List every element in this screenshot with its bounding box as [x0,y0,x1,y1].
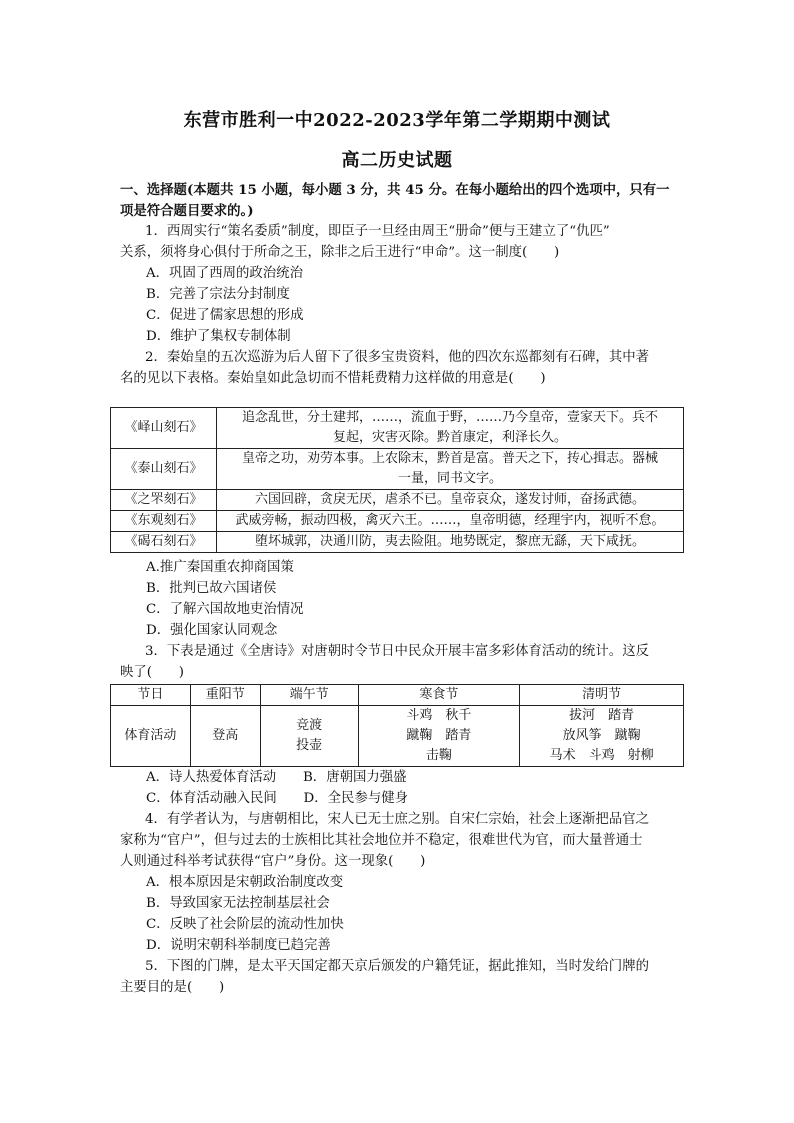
table-row [111,532,684,553]
stele-text-line: 一量，同书文字。 [397,471,502,486]
stele-text-line: 复起，灾害灭除。黔首康定，利泽长久。 [332,430,567,445]
festival-table [110,684,684,767]
q2-option-b: B．批判已故六国诸侯 [146,581,277,596]
stele-name: 《东观刻石》 [111,511,217,532]
stele-text-line: 追念乱世，分土建邦，……，流血于野，……乃今皇帝，壹家天下。兵不 [241,410,658,425]
q2-option-a: A.推广秦国重农抑商国策 [146,560,294,575]
activity-line: 放风筝 蹴鞠 [562,728,641,743]
q1-stem-line1: 1．西周实行“策名委质”制度，即臣子一旦经由周王“册命”便与王建立了“仇匹” [145,224,610,239]
q4-option-a: A．根本原因是宋朝政治制度改变 [146,875,344,890]
activity-line: 投壶 [296,738,323,753]
q1-option-c: C．促进了儒家思想的形成 [146,308,304,323]
q2-stem-line2: 名的见以下表格。秦始皇如此急切而不惜耗费精力这样做的用意是( ) [120,371,546,386]
page-title: 东营市胜利一中2022-2023学年第二学期期中测试 [183,110,611,131]
section-intro-line2: 项是符合题目要求的。) [120,203,254,219]
q4-stem-line1: 4．有学者认为，与唐朝相比，宋人已无士庶之别。自宋仁宗始，社会上逐渐把品官之 [145,812,649,827]
stele-text-line: 皇帝之功，劝劳本事。上农除末，黔首是富。普天之下，抟心揖志。器械 [241,451,658,466]
stele-text: 六国回辟，贪戾无厌，虐杀不已。皇帝哀众，遂发讨师，奋扬武德。 [217,490,684,511]
q4-stem-line2: 家称为“官户”，但与过去的士族相比其社会地位并不稳定，很难世代为官，而大量普通士 [120,833,643,848]
section-intro-line1: 一、选择题(本题共 15 小题，每小题 3 分，共 45 分。在每小题给出的四个选项中，只有一 [120,182,670,198]
activity-line: 拔河 踏青 [569,708,635,723]
q5-stem-line1: 5．下图的门牌，是太平天国定都天京后颁发的户籍凭证，据此推知，当时发给门牌的 [145,959,649,974]
table-header-row [111,685,684,706]
q1-option-b: B．完善了宗法分封制度 [146,287,290,302]
q4-stem-line3: 人则通过科举考试获得“官户”身份。这一现象( ) [120,854,426,869]
q3-stem-line1: 3．下表是通过《全唐诗》对唐朝时令节日中民众开展丰富多彩体育活动的统计。这反 [145,644,649,659]
q1-option-d: D．维护了集权专制体制 [146,329,291,344]
q1-option-a: A．巩固了西周的政治统治 [146,266,303,281]
page-subtitle: 高二历史试题 [341,150,453,171]
q4-option-d: D．说明宋朝科举制度已趋完善 [146,938,331,953]
q2-stem-line1: 2．秦始皇的五次巡游为后人留下了很多宝贵资料，他的四次东巡都刻有石碑，其中著 [145,350,649,365]
column-header: 重阳节 [190,685,260,706]
activity-line: 斗鸡 秋千 [406,708,472,723]
column-header: 节日 [111,685,191,706]
column-header: 端午节 [260,685,358,706]
q3-options-row2: C．体育活动融入民间 D．全民参与健身 [146,791,409,806]
cell-hanshi [358,706,520,767]
cell-duanwu [260,706,358,767]
stele-name: 《碣石刻石》 [111,532,217,553]
row-label: 体育活动 [111,706,191,767]
q5-stem-line2: 主要目的是( ) [120,980,225,995]
cell-qingming [520,706,684,767]
column-header: 寒食节 [358,685,520,706]
table-row [111,706,684,767]
stele-table [110,407,684,553]
q4-option-c: C．反映了社会阶层的流动性加快 [146,917,344,932]
q1-stem-line2: 关系，须将身心俱付于所命之王，除非之后王进行“申命”。这一制度( ) [120,245,560,260]
activity-line: 蹴鞠 踏青 [406,728,472,743]
q3-stem-line2: 映了( ) [120,665,185,680]
stele-name: 《泰山刻石》 [111,449,217,490]
stele-name: 《之罘刻石》 [111,490,217,511]
q2-option-c: C．了解六国故地吏治情况 [146,602,304,617]
stele-text [217,408,684,449]
stele-text: 堕坏城郭，决通川防，夷去险阻。地势既定，黎庶无繇，天下咸抚。 [217,532,684,553]
cell-chongyang: 登高 [190,706,260,767]
table-row [111,408,684,449]
table-row [111,511,684,532]
q4-option-b: B．导致国家无法控制基层社会 [146,896,330,911]
table-row [111,490,684,511]
table-row [111,449,684,490]
q2-option-d: D．强化国家认同观念 [146,623,278,638]
column-header: 清明节 [520,685,684,706]
activity-line: 马术 斗鸡 射柳 [549,748,654,763]
activity-line: 击鞠 [425,748,452,763]
stele-text [217,449,684,490]
stele-name: 《峄山刻石》 [111,408,217,449]
stele-text: 武威旁畅，振动四极，禽灭六王。……，皇帝明德，经理宇内，视听不怠。 [217,511,684,532]
activity-line: 竞渡 [296,718,323,733]
q3-options-row1: A．诗人热爱体育活动 B．唐朝国力强盛 [146,770,407,785]
